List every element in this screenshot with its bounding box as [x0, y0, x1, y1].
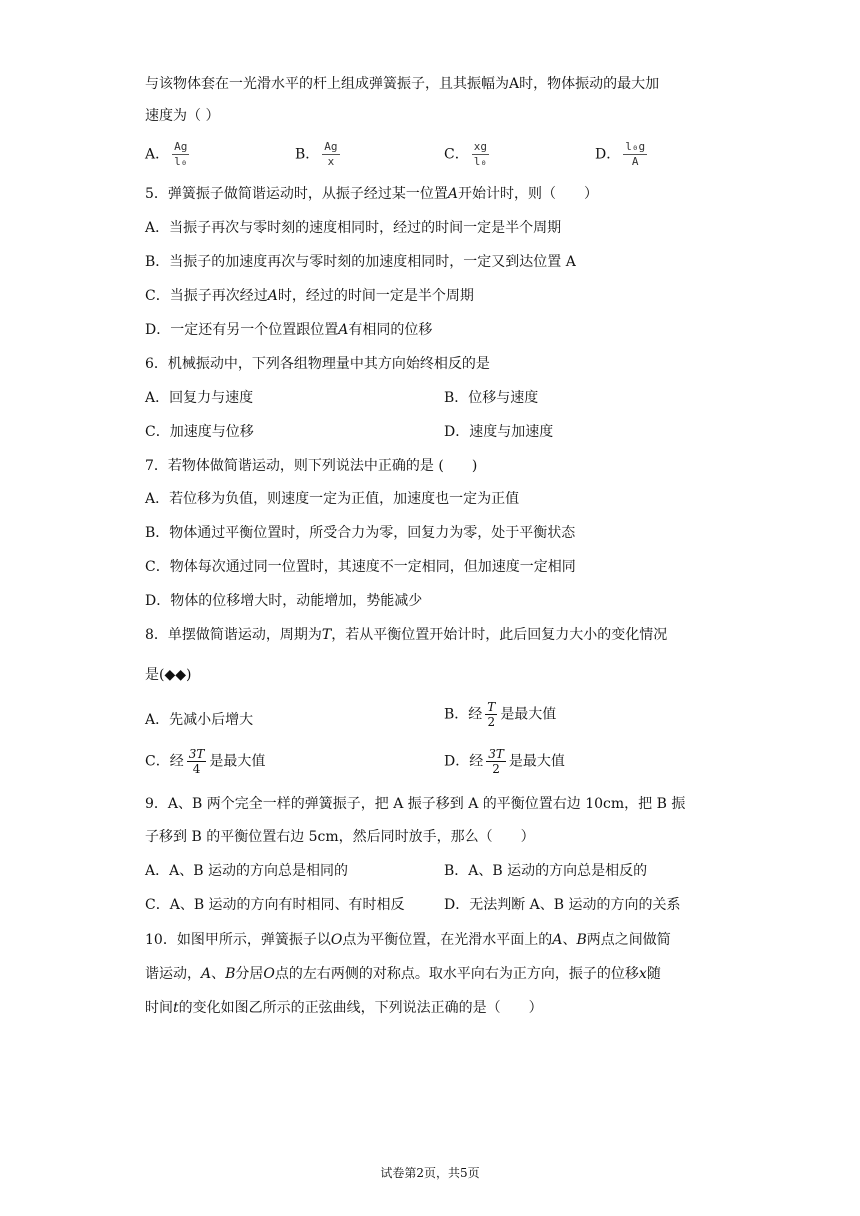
q5-option-a: A．当振子再次与零时刻的速度相同时，经过的时间一定是半个周期: [145, 220, 562, 236]
q9-line2: 子移到 B 的平衡位置右边 5cm，然后同时放手，那么（ ）: [145, 829, 535, 845]
q8-stem-line2: 是(◆◆): [145, 667, 192, 683]
q5-option-d: D．一定还有另一个位置跟位置A有相同的位移: [145, 322, 433, 338]
q8-d-fraction: $\frac{3T}{2}$: [488, 747, 504, 776]
q9-line1: 9．A、B 两个完全一样的弹簧振子，把 A 振子移到 A 的平衡位置右边 10cm，把 B 振: [145, 796, 686, 812]
q4-line1: 与该物体套在一光滑水平的杆上组成弹簧振子，且其振幅为A时，物体振动的最大加: [145, 76, 660, 92]
q10-line1: 10．如图甲所示，弹簧振子以O点为平衡位置，在光滑水平面上的A、B两点之间做简: [145, 932, 671, 948]
q9-option-d: D．无法判断 A、B 运动的方向的关系: [444, 897, 681, 913]
q8-stem: 8．单摆做简谐运动，周期为T，若从平衡位置开始计时，此后回复力大小的变化情况: [145, 627, 668, 643]
q4-line2: 速度为（ ）: [145, 108, 220, 124]
q10-line3: 时间t的变化如图乙所示的正弦曲线，下列说法正确的是（ ）: [145, 1000, 543, 1016]
q6-option-a: A．回复力与速度: [145, 390, 254, 406]
q4-a-fraction: $\frac{Ag}{\text{l₀}}$: [174, 140, 188, 168]
q4-option-b: B． $\frac{Ag}{x}$: [295, 140, 338, 168]
q8-option-a: A．先减小后增大: [145, 712, 254, 728]
q5-option-b: B．当振子的加速度再次与零时刻的加速度相同时，一定又到达位置 A: [145, 254, 576, 270]
q6-option-c: C．加速度与位移: [145, 424, 254, 440]
q8-option-c: C．经 $\frac{3T}{4}$ 是最大值: [145, 747, 266, 776]
q7-stem: 7．若物体做简谐运动，则下列说法中正确的是 ( ): [145, 458, 478, 474]
q8-b-fraction: $\frac{T}{2}$: [487, 700, 496, 729]
q4-b-fraction: $\frac{Ag}{x}$: [324, 140, 338, 168]
q6-stem: 6．机械振动中，下列各组物理量中其方向始终相反的是: [145, 356, 490, 372]
q5-stem: 5．弹簧振子做简谐运动时，从振子经过某一位置A开始计时，则（ ）: [145, 186, 599, 202]
page-footer: 试卷第2页，共5页: [380, 1166, 480, 1180]
q7-option-d: D．物体的位移增大时，动能增加，势能减少: [145, 593, 423, 609]
q4-d-fraction: $\frac{\text{l₀g}}{A}$: [625, 140, 646, 168]
q9-option-c: C．A、B 运动的方向有时相同、有时相反: [145, 897, 405, 913]
q7-option-b: B．物体通过平衡位置时，所受合力为零，回复力为零，处于平衡状态: [145, 525, 576, 541]
q8-option-b: B．经 $\frac{T}{2}$ 是最大值: [444, 700, 557, 729]
q7-option-a: A．若位移为负值，则速度一定为正值，加速度也一定为正值: [145, 491, 520, 507]
q4-c-fraction: $\frac{xg}{\text{l₀}}$: [473, 140, 487, 168]
q8-c-fraction: $\frac{3T}{4}$: [188, 747, 205, 776]
q9-option-b: B．A、B 运动的方向总是相反的: [444, 863, 648, 879]
q7-option-c: C．物体每次通过同一位置时，其速度不一定相同，但加速度一定相同: [145, 559, 576, 575]
q9-option-a: A．A、B 运动的方向总是相同的: [145, 863, 348, 879]
q4-option-c: C． $\frac{xg}{\text{l₀}}$: [444, 140, 487, 168]
q4-option-a: A． $\frac{Ag}{\text{l₀}}$: [145, 140, 188, 168]
q4-option-d: D． $\frac{\text{l₀g}}{A}$: [595, 140, 646, 168]
q8-option-d: D．经 $\frac{3T}{2}$ 是最大值: [444, 747, 565, 776]
q6-option-b: B．位移与速度: [444, 390, 539, 406]
q10-line2: 谐运动，A、B分居O点的左右两侧的对称点。取水平向右为正方向，振子的位移x随: [145, 966, 661, 982]
q5-option-c: C．当振子再次经过A时，经过的时间一定是半个周期: [145, 288, 474, 304]
q6-option-d: D．速度与加速度: [444, 424, 554, 440]
